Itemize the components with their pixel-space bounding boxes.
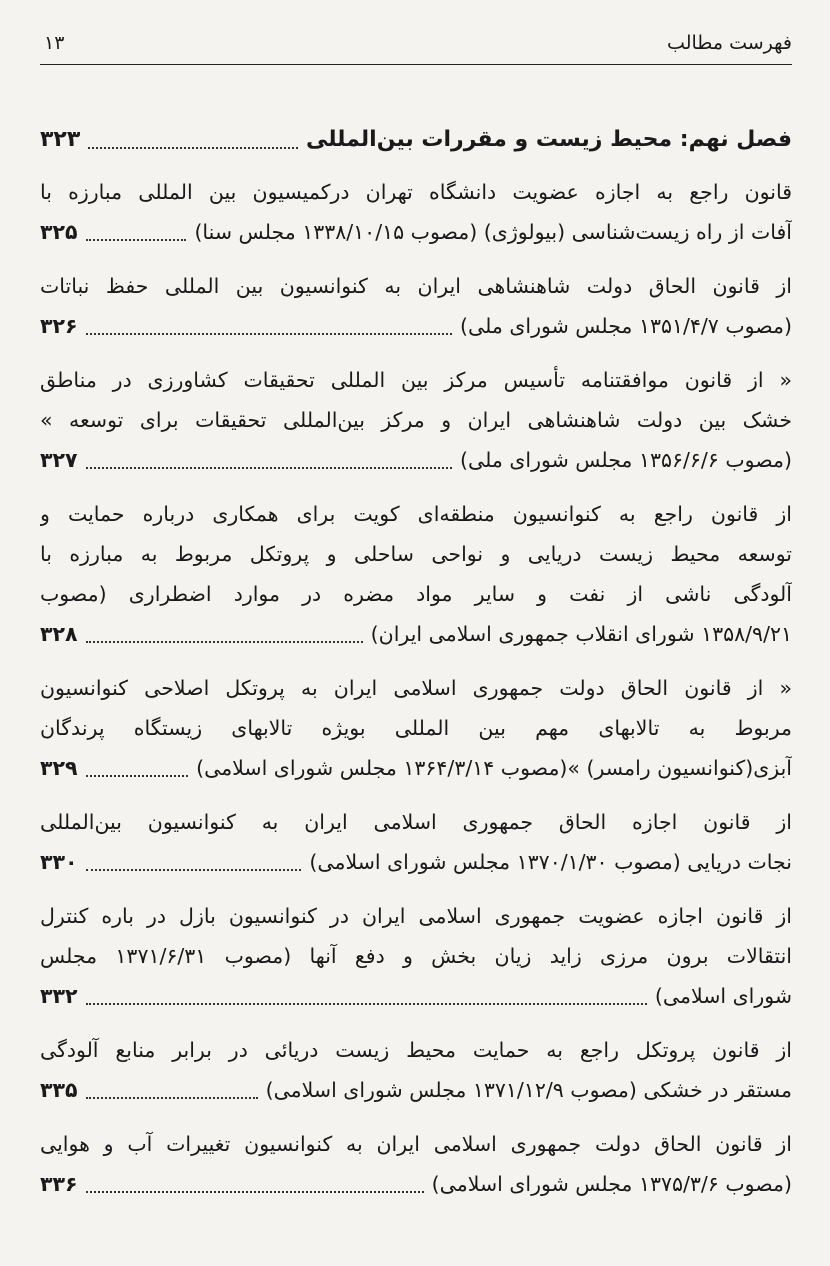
toc-entry-line: قانون راجع به اجازه عضویت دانشگاه تهران درکمیسیون بین المللی مبارزه با bbox=[40, 180, 792, 204]
table-of-contents bbox=[40, 120, 792, 1204]
toc-entry-page: ۳۲۵ bbox=[40, 220, 78, 244]
toc-entry-line: از قانون اجازه الحاق جمهوری اسلامی ایران به کنوانسیون بین‌المللی bbox=[40, 810, 792, 834]
leader-dots bbox=[86, 640, 363, 643]
toc-entry bbox=[40, 1124, 792, 1204]
toc-entry-last-line bbox=[40, 842, 792, 882]
toc-entry-line: از قانون الحاق دولت جمهوری اسلامی ایران به کنوانسیون تغییرات آب و هوایی bbox=[40, 1132, 792, 1156]
toc-entry-text: آفات از راه زیست‌شناسی (بیولوژی) (مصوب ۱۳۳۸/۱۰/۱۵ مجلس سنا) bbox=[194, 220, 792, 244]
toc-entry-line: آلودگی ناشی از نفت و سایر مواد مضره در موارد اضطراری (مصوب bbox=[40, 582, 792, 606]
toc-entry-page: ۳۳۲ bbox=[40, 984, 78, 1008]
leader-dots bbox=[88, 146, 298, 149]
leader-dots bbox=[86, 868, 302, 871]
toc-entry-last-line bbox=[40, 212, 792, 252]
toc-entry bbox=[40, 266, 792, 346]
toc-entry-last-line bbox=[40, 1164, 792, 1204]
toc-entry bbox=[40, 494, 792, 654]
toc-entry-line: از قانون پروتکل راجع به حمایت محیط زیست دریائی در برابر منابع آلودگی bbox=[40, 1038, 792, 1062]
toc-entry bbox=[40, 1030, 792, 1110]
toc-entry bbox=[40, 668, 792, 788]
chapter-heading bbox=[40, 120, 792, 160]
toc-entry-line: مربوط به تالابهای مهم بین المللی بویژه تالابهای زیستگاه پرندگان bbox=[40, 716, 792, 740]
toc-entry bbox=[40, 172, 792, 252]
leader-dots bbox=[86, 238, 187, 241]
chapter-page: ۳۲۳ bbox=[40, 127, 81, 152]
toc-entry-text: آبزی(کنوانسیون رامسر) »(مصوب ۱۳۶۴/۳/۱۴ مجلس شورای اسلامی) bbox=[196, 756, 792, 780]
toc-entry-text: (مصوب ۱۳۷۵/۳/۶ مجلس شورای اسلامی) bbox=[431, 1172, 792, 1196]
toc-entry-text: نجات دریایی (مصوب ۱۳۷۰/۱/۳۰ مجلس شورای اسلامی) bbox=[309, 850, 792, 874]
running-header bbox=[40, 30, 792, 65]
header-title: فهرست مطالب bbox=[667, 32, 792, 54]
leader-dots bbox=[86, 1002, 647, 1005]
toc-entry-last-line bbox=[40, 976, 792, 1016]
toc-entry-text: (مصوب ۱۳۵۱/۴/۷ مجلس شورای ملی) bbox=[459, 314, 792, 338]
toc-entry-line: از قانون راجع به کنوانسیون منطقه‌ای کویت برای همکاری درباره حمایت و bbox=[40, 502, 792, 526]
toc-entry bbox=[40, 802, 792, 882]
toc-entry-page: ۳۳۶ bbox=[40, 1172, 78, 1196]
leader-dots bbox=[86, 332, 452, 335]
toc-entry-page: ۳۲۹ bbox=[40, 756, 78, 780]
toc-entry-last-line bbox=[40, 1070, 792, 1110]
toc-entry-line: خشک بین دولت شاهنشاهی ایران و مرکز بین‌المللی تحقیقات برای توسعه » bbox=[40, 408, 792, 432]
toc-entry-text: ۱۳۵۸/۹/۲۱ شورای انقلاب جمهوری اسلامی ایران) bbox=[370, 622, 792, 646]
toc-entry-line: از قانون اجازه عضویت جمهوری اسلامی ایران در کنوانسیون بازل در باره کنترل bbox=[40, 904, 792, 928]
chapter-title: فصل نهم: محیط زیست و مقررات بین‌المللی bbox=[305, 127, 792, 152]
toc-entry-text: شورای اسلامی) bbox=[654, 984, 792, 1008]
leader-dots bbox=[86, 1096, 258, 1099]
toc-entry-text: (مصوب ۱۳۵۶/۶/۶ مجلس شورای ملی) bbox=[459, 448, 792, 472]
leader-dots bbox=[86, 466, 452, 469]
toc-entry-text: مستقر در خشکی (مصوب ۱۳۷۱/۱۲/۹ مجلس شورای اسلامی) bbox=[265, 1078, 792, 1102]
toc-entry-last-line bbox=[40, 306, 792, 346]
header-page-number: ۱۳ bbox=[44, 32, 65, 54]
toc-entry-page: ۳۲۷ bbox=[40, 448, 78, 472]
toc-entry-line: « از قانون الحاق دولت جمهوری اسلامی ایران به پروتکل اصلاحی کنوانسیون bbox=[40, 676, 792, 700]
toc-entry-line: توسعه محیط زیست دریایی و نواحی ساحلی و پروتکل مربوط به مبارزه با bbox=[40, 542, 792, 566]
leader-dots bbox=[86, 1190, 424, 1193]
toc-entry-line: از قانون الحاق دولت شاهنشاهی ایران به کنوانسیون بین المللی حفظ نباتات bbox=[40, 274, 792, 298]
toc-entry-page: ۳۳۰ bbox=[40, 850, 78, 874]
toc-entries bbox=[40, 172, 792, 1204]
toc-entry-line: « از قانون موافقتنامه تأسیس مرکز بین المللی تحقیقات کشاورزی در مناطق bbox=[40, 368, 792, 392]
toc-entry-last-line bbox=[40, 614, 792, 654]
toc-entry-page: ۳۲۸ bbox=[40, 622, 78, 646]
toc-entry-line: انتقالات برون مرزی زاید زیان بخش و دفع آنها (مصوب ۱۳۷۱/۶/۳۱ مجلس bbox=[40, 944, 792, 968]
toc-entry-page: ۳۳۵ bbox=[40, 1078, 78, 1102]
toc-entry-page: ۳۲۶ bbox=[40, 314, 78, 338]
leader-dots bbox=[86, 774, 189, 777]
toc-entry-last-line bbox=[40, 748, 792, 788]
toc-entry-last-line bbox=[40, 440, 792, 480]
toc-entry bbox=[40, 896, 792, 1016]
toc-entry bbox=[40, 360, 792, 480]
